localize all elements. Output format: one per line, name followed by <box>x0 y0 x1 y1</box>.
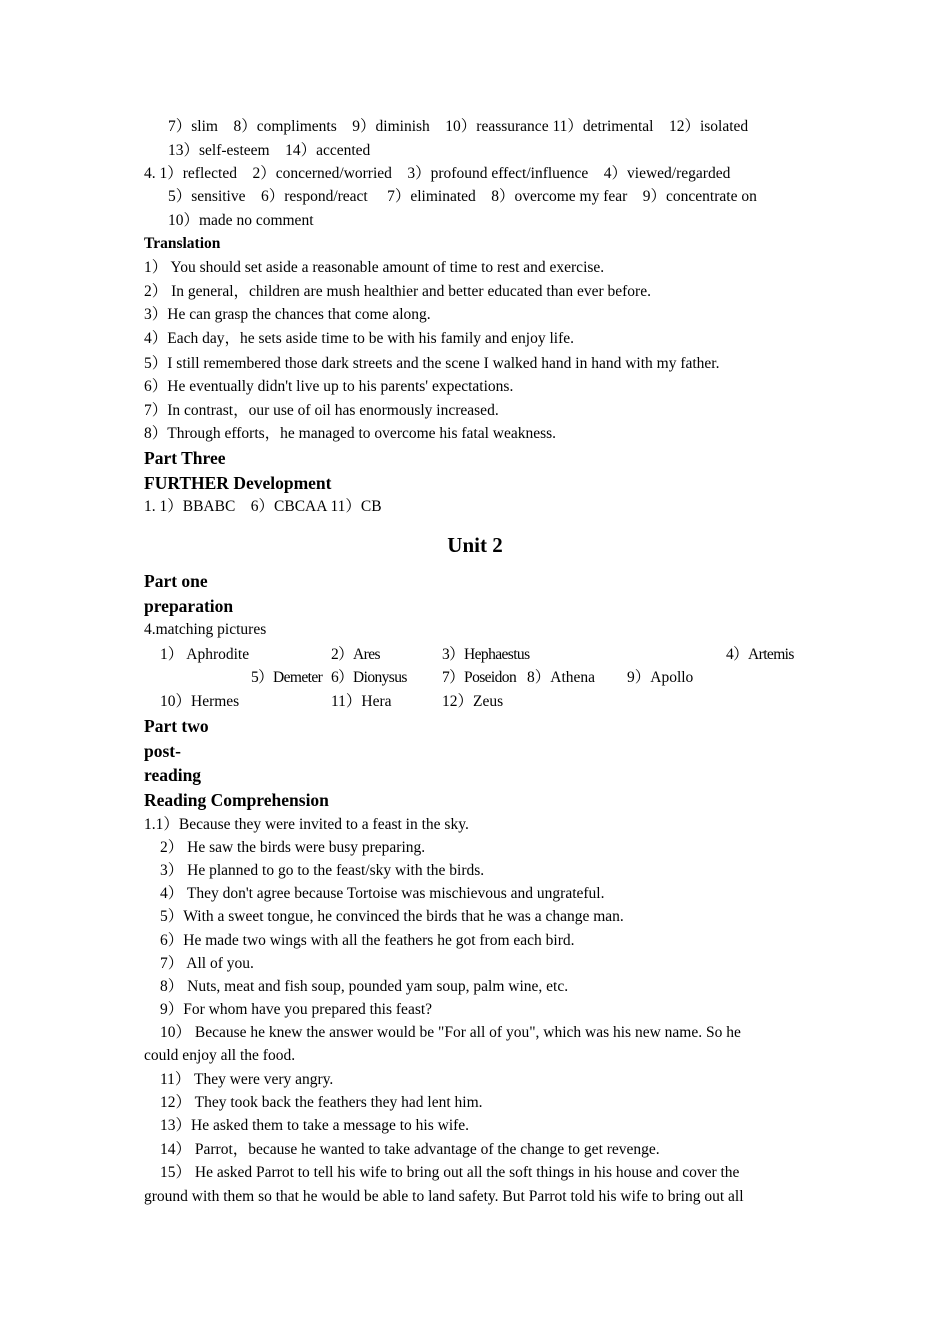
answer-item: 13）He asked them to take a message to his wife. <box>160 1117 470 1134</box>
translation-item: 1） You should set aside a reasonable amount of time to rest and exercise. <box>144 259 605 276</box>
matching-cell: 8）Athena <box>527 669 596 686</box>
answer-item: 5）With a sweet tongue, he convinced the birds that he was a change man. <box>160 908 624 925</box>
translation-item: 6）He eventually didn't live up to his parents' expectations. <box>144 378 514 395</box>
translation-item: 5）I still remembered those dark streets and the scene I walked hand in hand with my father. <box>144 355 720 372</box>
further-development-heading: FURTHER Development <box>144 473 332 493</box>
part-one-heading: Part one <box>144 571 208 591</box>
answer-item: 11） They were very angry. <box>160 1071 334 1088</box>
answer-item: 4） They don't agree because Tortoise was mischievous and ungrateful. <box>160 885 605 902</box>
answer-item: 9）For whom have you prepared this feast? <box>160 1001 433 1018</box>
answer-item: 8） Nuts, meat and fish soup, pounded yam soup, palm wine, etc. <box>160 978 569 995</box>
answer-item-continued: ground with them so that he would be able to land safety. But Parrot told his wife to bring out all <box>144 1188 744 1205</box>
translation-item: 3）He can grasp the chances that come along. <box>144 306 431 323</box>
answer-item: 12） They took back the feathers they had lent him. <box>160 1094 483 1111</box>
answer-item: 6）He made two wings with all the feathers he got from each bird. <box>160 932 575 949</box>
exercise-4-line: 4. 1）reflected 2）concerned/worried 3）profound effect/influence 4）viewed/regarded <box>144 165 731 182</box>
reading-comprehension-heading: Reading Comprehension <box>144 790 329 810</box>
answer-item: 14） Parrot，because he wanted to take advantage of the change to get revenge. <box>160 1141 660 1158</box>
unit-title: Unit 2 <box>447 533 503 557</box>
answer-item: 7） All of you. <box>160 955 254 972</box>
matching-cell: 5）Demeter <box>251 669 323 686</box>
further-answers: 1. 1）BBABC 6）CBCAA 11）CB <box>144 498 382 515</box>
post-reading-heading: post- <box>144 741 181 761</box>
part-three-heading: Part Three <box>144 448 226 468</box>
translation-item: 8）Through efforts，he managed to overcome his fatal weakness. <box>144 425 557 442</box>
translation-item: 2） In general，children are mush healthier and better educated than ever before. <box>144 283 651 300</box>
matching-cell: 3）Hephaestus <box>442 646 530 663</box>
answer-item: 10） Because he knew the answer would be "For all of you", which was his new name. So he <box>160 1024 741 1041</box>
matching-cell: 11）Hera <box>331 693 392 710</box>
preparation-heading: preparation <box>144 596 234 616</box>
post-reading-heading: reading <box>144 765 202 785</box>
exercise-4-line: 10）made no comment <box>168 212 314 229</box>
vocab-line: 7）slim 8）compliments 9）diminish 10）reassurance 11）detrimental 12）isolated <box>168 118 749 135</box>
vocab-line: 13）self-esteem 14）accented <box>168 142 371 159</box>
matching-cell: 1） Aphrodite <box>160 646 250 663</box>
matching-cell: 2）Ares <box>331 646 380 663</box>
answer-item-continued: could enjoy all the food. <box>144 1047 296 1064</box>
matching-heading: 4.matching pictures <box>144 621 267 638</box>
translation-item: 7）In contrast，our use of oil has enormously increased. <box>144 402 499 419</box>
matching-cell: 7）Poseidon <box>442 669 517 686</box>
matching-cell: 12）Zeus <box>442 693 504 710</box>
answer-item: 3） He planned to go to the feast/sky with the birds. <box>160 862 485 879</box>
translation-item: 4）Each day，he sets aside time to be with his family and enjoy life. <box>144 330 575 347</box>
translation-heading: Translation <box>144 235 221 252</box>
matching-cell: 9）Apollo <box>627 669 694 686</box>
part-two-heading: Part two <box>144 716 209 736</box>
answer-item: 2） He saw the birds were busy preparing. <box>160 839 426 856</box>
exercise-4-line: 5）sensitive 6）respond/react 7）eliminated 8）overcome my fear 9）concentrate on <box>168 188 757 205</box>
matching-cell: 10）Hermes <box>160 693 240 710</box>
matching-cell: 6）Dionysus <box>331 669 407 686</box>
matching-cell: 4）Artemis <box>726 646 794 663</box>
answer-item: 1.1）Because they were invited to a feast in the sky. <box>144 816 469 833</box>
answer-item: 15） He asked Parrot to tell his wife to bring out all the soft things in his house and cover the <box>160 1164 740 1181</box>
